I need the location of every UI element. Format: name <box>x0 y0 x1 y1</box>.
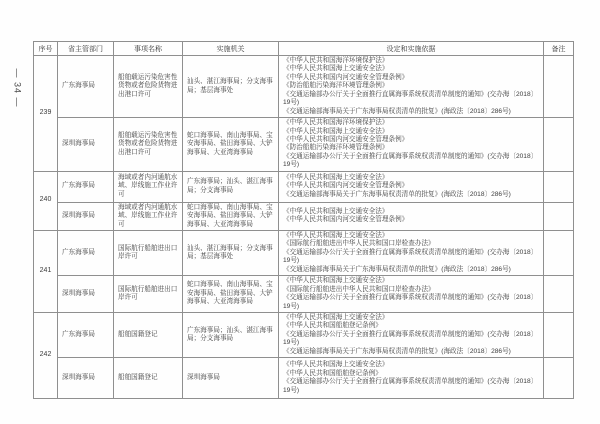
basis-line: 《交通运输部办公厅关于全面推行直属海事系统权责清单制度的通知》(交办海〔2018〕19号) <box>283 330 538 347</box>
item-name-cell: 船舶国籍登记 <box>114 312 183 357</box>
basis-line: 《中华人民共和国海上交通安全法》 <box>283 232 389 239</box>
approval-items-table <box>33 41 574 399</box>
basis-line: 《交通运输部办公厅关于全面推行直属海事系统权责清单制度的通知》(交办海〔2018〕19号) <box>283 152 538 169</box>
department-cell: 广东海事局 <box>58 171 114 202</box>
remark-cell <box>544 56 574 118</box>
department-cell: 广东海事局 <box>58 231 114 276</box>
col-header-remark: 备注 <box>544 42 574 56</box>
basis-line: 《交通运输部海事局关于广东海事局权责清单的批复》(海政法〔2018〕286号) <box>283 347 511 355</box>
department-cell: 深圳海事局 <box>58 202 114 230</box>
basis-line: 《中华人民共和国海洋环境保护法》 <box>283 119 389 127</box>
basis-line: 《中华人民共和国内河交通安全管理条例》 <box>283 182 409 190</box>
item-name-cell: 海域或者内河通航水域、岸线施工作业许可 <box>114 171 183 202</box>
basis-line: 《防治船舶污染海洋环境管理条例》 <box>283 82 389 90</box>
basis-line: 《交通运输部海事局关于广东海事局权责清单的批复》(海政法〔2018〕286号) <box>283 265 511 273</box>
table-row <box>34 276 574 313</box>
agency-cell: 广东海事局；汕头、湛江海事局；分支海事局 <box>183 312 279 357</box>
col-header-serial: 序号 <box>34 42 58 56</box>
department-cell: 深圳海事局 <box>58 358 114 399</box>
table-row <box>34 358 574 399</box>
item-name-cell: 船舶载运污染危害性货物或者危险货物进出港口许可 <box>114 118 183 172</box>
basis-line: 《国际航行船舶进出中华人民共和国口岸检查办法》 <box>283 240 435 248</box>
basis-line: 《中华人民共和国内河交通安全管理条例》 <box>283 216 409 224</box>
basis-line: 《中华人民共和国海上交通安全法》 <box>283 65 389 73</box>
remark-cell <box>544 312 574 357</box>
item-name-cell: 船舶国籍登记 <box>114 358 183 399</box>
item-name-cell: 海域或者内河通航水域、岸线施工作业许可 <box>114 202 183 230</box>
agency-cell: 汕头、湛江海事局；分支海事局；基层海事处 <box>183 56 279 118</box>
serial-cell: 242 <box>34 312 58 398</box>
remark-cell <box>544 171 574 202</box>
basis-line: 《交通运输部海事局关于广东海事局权责清单的批复》(海政法〔2018〕286号) <box>283 107 511 115</box>
table-row <box>34 231 574 276</box>
basis-line: 《交通运输部办公厅关于全面推行直属海事系统权责清单制度的通知》(交办海〔2018〕19号) <box>283 90 538 107</box>
basis-cell <box>279 231 544 276</box>
agency-cell: 蛇口海事局、南山海事局、宝安海事局、盐田海事局、大铲海事局、大亚湾海事局 <box>183 202 279 230</box>
remark-cell <box>544 118 574 172</box>
basis-cell <box>279 312 544 357</box>
agency-cell: 广东海事局；汕头、湛江海事局；分支海事局 <box>183 171 279 202</box>
table-row <box>34 171 574 202</box>
item-name-cell: 国际航行船舶进出口岸许可 <box>114 276 183 313</box>
agency-cell: 深圳海事局 <box>183 358 279 399</box>
basis-cell <box>279 118 544 172</box>
table-row <box>34 56 574 118</box>
table-row <box>34 202 574 230</box>
remark-cell <box>544 231 574 276</box>
basis-line: 《中华人民共和国海上交通安全法》 <box>283 174 389 182</box>
col-header-agency: 实施机关 <box>183 42 279 56</box>
basis-line: 《中华人民共和国内河交通安全管理条例》 <box>283 135 409 143</box>
basis-line: 《交通运输部办公厅关于全面推行直属海事系统权责清单制度的通知》(交办海〔2018〕19号) <box>283 378 538 394</box>
basis-line: 《中华人民共和国内河交通安全管理条例》 <box>283 73 409 81</box>
page-number-label: — 34 — <box>12 68 23 108</box>
basis-line: 《中华人民共和国海上交通安全法》 <box>283 361 389 369</box>
item-name-cell: 国际航行船舶进出口岸许可 <box>114 231 183 276</box>
col-header-item-name: 事项名称 <box>114 42 183 56</box>
serial-cell: 241 <box>34 231 58 313</box>
basis-line: 《交通运输部海事局关于广东海事局权责清单的批复》(海政法〔2018〕286号) <box>283 190 511 198</box>
table-header-row <box>34 42 574 56</box>
col-header-department: 省主管部门 <box>58 42 114 56</box>
department-cell: 深圳海事局 <box>58 276 114 313</box>
agency-cell: 汕头、湛江海事局；分支海事局；基层海事处 <box>183 231 279 276</box>
basis-line: 《中华人民共和国海洋环境保护法》 <box>283 57 389 64</box>
serial-cell: 240 <box>34 171 58 230</box>
page-number <box>1 56 33 120</box>
remark-cell <box>544 358 574 399</box>
basis-cell <box>279 358 544 399</box>
basis-cell <box>279 202 544 230</box>
basis-line: 《中华人民共和国海上交通安全法》 <box>283 127 389 135</box>
basis-line: 《中华人民共和国海上交通安全法》 <box>283 313 389 321</box>
basis-cell <box>279 56 544 118</box>
basis-line: 《交通运输部办公厅关于全面推行直属海事系统权责清单制度的通知》(交办海〔2018〕19号) <box>283 294 538 310</box>
remark-cell <box>544 276 574 313</box>
basis-line: 《中华人民共和国海上交通安全法》 <box>283 207 389 215</box>
table-row <box>34 118 574 172</box>
remark-cell <box>544 202 574 230</box>
basis-line: 《中华人民共和国船舶登记条例》 <box>283 369 382 377</box>
serial-cell: 239 <box>34 56 58 172</box>
table-row <box>34 312 574 357</box>
col-header-basis: 设定和实施依据 <box>279 42 544 56</box>
department-cell: 广东海事局 <box>58 312 114 357</box>
agency-cell: 蛇口海事局、南山海事局、宝安海事局、盐田海事局、大铲海事局、大亚湾海事局 <box>183 276 279 313</box>
agency-cell: 蛇口海事局、南山海事局、宝安海事局、盐田海事局、大铲海事局、大亚湾海事局 <box>183 118 279 172</box>
item-name-cell: 船舶载运污染危害性货物或者危险货物进出港口许可 <box>114 56 183 118</box>
basis-line: 《交通运输部办公厅关于全面推行直属海事系统权责清单制度的通知》(交办海〔2018〕19号) <box>283 248 538 265</box>
basis-line: 《中华人民共和国海上交通安全法》 <box>283 277 389 285</box>
department-cell: 广东海事局 <box>58 56 114 118</box>
basis-cell <box>279 171 544 202</box>
department-cell: 深圳海事局 <box>58 118 114 172</box>
basis-line: 《防治船舶污染海洋环境管理条例》 <box>283 144 389 152</box>
basis-line: 《中华人民共和国船舶登记条例》 <box>283 322 382 330</box>
basis-line: 《国际航行船舶进出中华人民共和国口岸检查办法》 <box>283 285 435 293</box>
basis-cell <box>279 276 544 313</box>
